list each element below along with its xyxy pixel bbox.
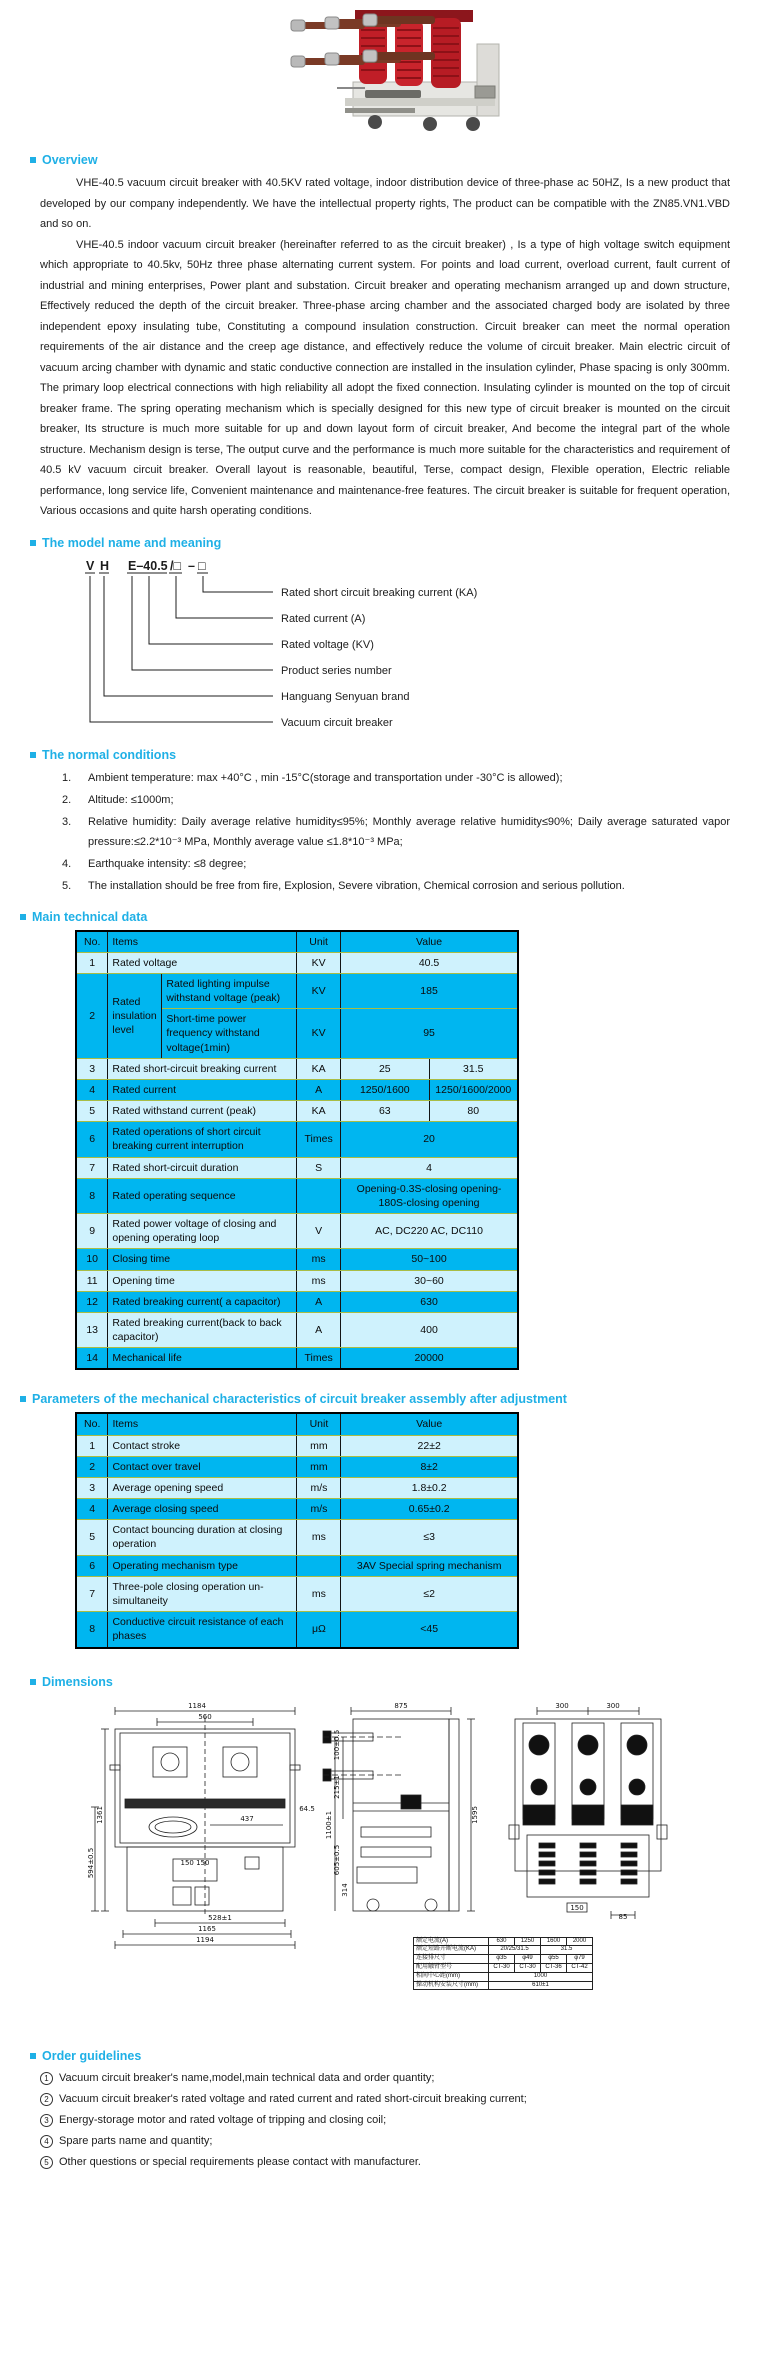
table-row (76, 1612, 518, 1648)
table-row (76, 1291, 518, 1312)
cell-no: 5 (76, 1101, 108, 1122)
cell-value: 20 (341, 1122, 518, 1157)
table-row (414, 1946, 593, 1955)
condition-text: Earthquake intensity: ≤8 degree; (88, 857, 247, 870)
model-code-part: – (188, 558, 195, 573)
cell-unit: mm (297, 1456, 341, 1477)
mechanical-characteristics-table (75, 1412, 519, 1648)
cell-group: Rated insulation level (108, 973, 162, 1058)
cell-no: 2 (76, 1456, 108, 1477)
section-title-text: Overview (42, 153, 98, 167)
cell-no: 11 (76, 1270, 108, 1291)
mini-cell-label: 连接排尺寸 (414, 1955, 489, 1964)
table-row (76, 973, 518, 1008)
condition-item (62, 854, 730, 874)
cell-item: Rated operations of short circuit breaking current interruption (108, 1122, 297, 1157)
product-photo (225, 0, 545, 139)
cell-unit: m/s (297, 1499, 341, 1520)
condition-item (62, 790, 730, 810)
cell-value: 95 (341, 1009, 518, 1059)
cell-unit: ms (297, 1520, 341, 1555)
conditions-section-title (30, 748, 770, 762)
cell-unit: A (297, 1291, 341, 1312)
cell-unit (297, 1178, 341, 1213)
section-title-text: Dimensions (42, 1674, 113, 1689)
cell-unit: ms (297, 1576, 341, 1611)
model-label: Vacuum circuit breaker (281, 716, 393, 729)
table-row (76, 1101, 518, 1122)
cell-no: 8 (76, 1612, 108, 1648)
bullet-square-icon (30, 1679, 36, 1685)
cell-value: 630 (341, 1291, 518, 1312)
condition-item (62, 812, 730, 852)
mini-cell: CT-30 (515, 1963, 541, 1972)
mini-cell: φ35 (489, 1955, 515, 1964)
cell-no: 9 (76, 1214, 108, 1249)
mini-cell: 1000 (489, 1972, 593, 1981)
table-header-row (76, 931, 518, 953)
cell-value: 80 (429, 1101, 518, 1122)
cell-value: <45 (341, 1612, 518, 1648)
dim-label: 150 (570, 1903, 584, 1912)
cell-item: Conductive circuit resistance of each phases (108, 1612, 297, 1648)
dim-label: 314 (341, 1882, 349, 1897)
circled-number-icon: 4 (40, 2135, 53, 2148)
table-row (76, 1079, 518, 1100)
cell-value: ≤2 (341, 1576, 518, 1611)
table-row (76, 1555, 518, 1576)
cell-item: Closing time (108, 1249, 297, 1270)
cell-item: Contact over travel (108, 1456, 297, 1477)
dim-label: 300 (555, 1701, 569, 1710)
dim-label: 300 (606, 1701, 620, 1710)
dim-label: 1194 (196, 1935, 214, 1944)
dim-label: 64.5 (299, 1804, 315, 1813)
cell-no: 8 (76, 1178, 108, 1213)
circled-number-icon: 3 (40, 2114, 53, 2127)
cell-no: 4 (76, 1079, 108, 1100)
cell-value: 25 (341, 1058, 429, 1079)
table-row (76, 1456, 518, 1477)
table-row (414, 1937, 593, 1946)
mech-section-title (20, 1392, 770, 1406)
dim-label: 605±0.5 (333, 1844, 341, 1875)
cell-value: 31.5 (429, 1058, 518, 1079)
mini-cell: 2000 (567, 1937, 593, 1946)
cell-no: 5 (76, 1520, 108, 1555)
model-code-part: □ (198, 558, 206, 573)
cell-value: AC, DC220 AC, DC110 (341, 1214, 518, 1249)
model-meaning-diagram (48, 556, 548, 734)
cell-value: Opening-0.3S-closing opening-180S-closing opening (341, 1178, 518, 1213)
condition-number: 1. (62, 771, 72, 784)
col-header-value: Value (341, 1413, 518, 1435)
table-row (76, 1122, 518, 1157)
mini-cell: CT-30 (489, 1963, 515, 1972)
order-item (40, 2132, 730, 2150)
cell-item: Rated breaking current( a capacitor) (108, 1291, 297, 1312)
wheel (368, 115, 382, 129)
dim-label: 528±1 (208, 1913, 232, 1922)
table-row (76, 1477, 518, 1498)
cell-value: 185 (341, 973, 518, 1008)
cell-unit: S (297, 1157, 341, 1178)
dimension-spec-mini-table (413, 1937, 593, 1991)
table-row (76, 1312, 518, 1347)
col-header-no: No. (76, 931, 108, 953)
order-item-text: Vacuum circuit breaker's rated voltage and rated current and rated short-circuit breaking current; (59, 2092, 527, 2105)
mini-cell: 630 (489, 1937, 515, 1946)
circled-number-icon: 5 (40, 2156, 53, 2169)
order-item (40, 2111, 730, 2129)
cell-item: Rated short-circuit breaking current (108, 1058, 297, 1079)
condition-text: Relative humidity: Daily average relative humidity≤95%; Monthly average relative humidity≤90%; Daily average saturated vapor pressure:≤2.2*10⁻³ MPa, Monthly average value ≤1.8*10⁻³ MPa; (88, 815, 730, 848)
cell-no: 3 (76, 1477, 108, 1498)
cell-value: 1.8±0.2 (341, 1477, 518, 1498)
cell-item: Rated voltage (108, 952, 297, 973)
col-header-value: Value (341, 931, 518, 953)
cell-no: 6 (76, 1122, 108, 1157)
table-row (76, 952, 518, 973)
cell-item: Rated withstand current (peak) (108, 1101, 297, 1122)
condition-text: Altitude: ≤1000m; (88, 793, 174, 806)
section-title-text: The normal conditions (42, 747, 177, 762)
cell-unit: KV (297, 973, 341, 1008)
mini-cell-label: 配用触臂型号 (414, 1963, 489, 1972)
cell-unit: Times (297, 1122, 341, 1157)
col-header-items: Items (108, 1413, 297, 1435)
cell-unit: KA (297, 1058, 341, 1079)
bullet-square-icon (30, 752, 36, 758)
cell-unit: KA (297, 1101, 341, 1122)
table-row (76, 1178, 518, 1213)
order-item-text: Energy-storage motor and rated voltage of tripping and closing coil; (59, 2113, 387, 2126)
col-header-unit: Unit (297, 1413, 341, 1435)
circled-number-icon: 2 (40, 2093, 53, 2106)
dim-label: 1184 (188, 1701, 206, 1710)
mini-cell: 610±1 (489, 1981, 593, 1990)
cell-item: Contact stroke (108, 1435, 297, 1456)
dim-label: 594±0.5 (87, 1847, 95, 1878)
cell-unit: V (297, 1214, 341, 1249)
overview-paragraph-2: VHE-40.5 indoor vacuum circuit breaker (hereinafter referred to as the circuit breaker) , Is a type of high voltage switch equipment which appropriate to 40.5kv, 50Hz three phase alternating current system. For points and load current, overload current, fault current of industrial and mining enterprises, Power plant and substation. Circuit breaker and operating mechanism arranged up and down structure, Effectively reduced the depth of the circuit breaker. Three-phase arcing chamber and the associated charged body are isolated by three independent epoxy insulating tube, Constituting a compound insulation construction. Circuit breaker can meet the normal operation requirements of the air distance and the creep age distance, and effectively reduce the volume of circuit breaker. Main electric circuit of vacuum arcing chamber with dynamic and static conductive connection are installed in the insulation cylinder, Phase spacing is only 300mm. The primary loop electrical connections with high reliability all adopt the fixed connection. Insulating cylinder is mounted on the top of circuit breaker frame. The spring operating mechanism which is specially designed for this new type of circuit breaker is mounted on the circuit breaker, Its structure is much more suitable for up and down layout form of circuit breaker, And become the integral part of the whole structure. Mechanism design is terse, The output curve and the performance is much more suitable for the characteristics and requirement of 40.5 kV vacuum circuit breaker. Overall layout is reasonable, beautiful, Terse, compact design, Flexible operation, Electric reliable performance, long service life, Convenient maintenance and maintenance-free features. The circuit breaker is suitable for frequent operation, Various occasions and quite harsh operating conditions. (40, 238, 730, 517)
col-header-unit: Unit (297, 931, 341, 953)
cell-unit: KV (297, 952, 341, 973)
cell-no: 6 (76, 1555, 108, 1576)
bullet-square-icon (30, 2053, 36, 2059)
model-label: Rated short circuit breaking current (KA) (281, 586, 478, 599)
order-item (40, 2153, 730, 2171)
cell-value: 20000 (341, 1348, 518, 1370)
cell-unit: μΩ (297, 1612, 341, 1648)
model-code-part: V (86, 558, 95, 573)
wheel (423, 117, 437, 131)
cell-no: 4 (76, 1499, 108, 1520)
main-technical-data-table (75, 930, 519, 1371)
dim-label: 1165 (198, 1924, 216, 1933)
bullet-square-icon (20, 1396, 26, 1402)
cell-item: Rated breaking current(back to back capacitor) (108, 1312, 297, 1347)
cell-value: 1250/1600 (341, 1079, 429, 1100)
cell-value: 0.65±0.2 (341, 1499, 518, 1520)
model-code-part: E–40.5 (128, 558, 168, 573)
model-code-part: /□ (170, 558, 182, 573)
model-label: Rated current (A) (281, 612, 366, 625)
cell-value: 40.5 (341, 952, 518, 973)
cell-unit: A (297, 1079, 341, 1100)
cell-item: Contact bouncing duration at closing operation (108, 1520, 297, 1555)
mini-cell: φ79 (567, 1955, 593, 1964)
cell-unit: A (297, 1312, 341, 1347)
section-title-text: Order guidelines (42, 2048, 142, 2063)
cell-value: 30~60 (341, 1270, 518, 1291)
table-row (414, 1972, 593, 1981)
condition-number: 2. (62, 793, 72, 806)
model-code-part: H (100, 558, 110, 573)
table-row (414, 1963, 593, 1972)
mini-cell-label: 操动机构安装尺寸(mm) (414, 1981, 489, 1990)
cell-item: Opening time (108, 1270, 297, 1291)
condition-number: 4. (62, 857, 72, 870)
cell-no: 1 (76, 1435, 108, 1456)
model-label: Rated voltage (KV) (281, 638, 374, 651)
cell-subitem: Rated lighting impulse withstand voltage (peak) (162, 973, 297, 1008)
table-row (76, 1435, 518, 1456)
cell-value: 22±2 (341, 1435, 518, 1456)
cell-unit: ms (297, 1249, 341, 1270)
cell-unit: ms (297, 1270, 341, 1291)
dim-label: 560 (198, 1712, 212, 1721)
bullet-square-icon (30, 540, 36, 546)
dim-label: 85 (618, 1912, 628, 1921)
table-header-row (76, 1413, 518, 1435)
cell-item: Mechanical life (108, 1348, 297, 1370)
cell-value: ≤3 (341, 1520, 518, 1555)
section-title-text: Main technical data (32, 909, 148, 924)
circled-number-icon: 1 (40, 2072, 53, 2085)
table-row (76, 1157, 518, 1178)
product-photo-image (225, 2, 545, 134)
cell-item: Rated operating sequence (108, 1178, 297, 1213)
cell-unit (297, 1555, 341, 1576)
tech-section-title (20, 910, 770, 924)
cell-unit: Times (297, 1348, 341, 1370)
order-item-text: Other questions or special requirements please contact with manufacturer. (59, 2155, 421, 2168)
cell-item: Three-pole closing operation un-simultaneity (108, 1576, 297, 1611)
table-row (76, 1214, 518, 1249)
table-row (76, 1520, 518, 1555)
condition-item (62, 876, 730, 896)
model-section-title (30, 536, 770, 550)
section-title-text: The model name and meaning (42, 535, 222, 550)
mini-cell: 31.5 (541, 1946, 593, 1955)
table-row (76, 1270, 518, 1291)
cell-no: 13 (76, 1312, 108, 1347)
table-row (414, 1955, 593, 1964)
table-row (76, 1348, 518, 1370)
col-header-no: No. (76, 1413, 108, 1435)
dim-label: 150 150 (180, 1858, 210, 1867)
condition-text: Ambient temperature: max +40°C , min -15°C(storage and transportation under -30°C is allowed); (88, 771, 563, 784)
order-item-text: Spare parts name and quantity; (59, 2134, 213, 2147)
dim-label: 1100±1 (325, 1810, 333, 1839)
dim-label: 1361 (96, 1805, 104, 1824)
cell-item: Average closing speed (108, 1499, 297, 1520)
table-row (414, 1981, 593, 1990)
bullet-square-icon (20, 914, 26, 920)
table-row (76, 1249, 518, 1270)
overview-paragraph-1: VHE-40.5 vacuum circuit breaker with 40.5KV rated voltage, indoor distribution device of three-phase ac 50HZ, Is a new product that developed by our company independently. We have the intellectual property rights, The product can be compatible with the ZN85.VN1.VBD and so on. (40, 177, 730, 230)
condition-number: 3. (62, 815, 72, 828)
cell-item: Average opening speed (108, 1477, 297, 1498)
cell-item: Rated current (108, 1079, 297, 1100)
order-item (40, 2090, 730, 2108)
dimension-drawings (87, 1695, 695, 2025)
cell-unit: KV (297, 1009, 341, 1059)
cell-item: Rated power voltage of closing and opening operating loop (108, 1214, 297, 1249)
cell-value: 4 (341, 1157, 518, 1178)
cell-no: 3 (76, 1058, 108, 1079)
order-item (40, 2069, 730, 2087)
mini-cell-label: 额定电流(A) (414, 1937, 489, 1946)
cell-value: 400 (341, 1312, 518, 1347)
table-row (76, 1058, 518, 1079)
cell-subitem: Short-time power frequency withstand voltage(1min) (162, 1009, 297, 1059)
section-title-text: Parameters of the mechanical characteristics of circuit breaker assembly after adjustment (32, 1392, 567, 1407)
cell-value: 8±2 (341, 1456, 518, 1477)
overview-section-title (30, 153, 770, 167)
condition-number: 5. (62, 879, 72, 892)
table-row (76, 1576, 518, 1611)
cell-value: 3AV Special spring mechanism (341, 1555, 518, 1576)
cell-unit: m/s (297, 1477, 341, 1498)
dim-label: 100±0.5 (333, 1729, 341, 1760)
wheel (466, 117, 480, 131)
cell-value: 50~100 (341, 1249, 518, 1270)
mini-cell: φ49 (515, 1955, 541, 1964)
model-label: Hanguang Senyuan brand (281, 690, 410, 703)
mini-cell: CT-42 (567, 1963, 593, 1972)
cell-no: 7 (76, 1576, 108, 1611)
cell-item: Operating mechanism type (108, 1555, 297, 1576)
cell-no: 7 (76, 1157, 108, 1178)
order-section-title (30, 2049, 770, 2063)
dim-label: 437 (240, 1814, 254, 1823)
mini-cell: 1600 (541, 1937, 567, 1946)
cell-value: 1250/1600/2000 (429, 1079, 518, 1100)
model-label: Product series number (281, 664, 392, 677)
dim-label: 215±1 (333, 1774, 341, 1799)
bullet-square-icon (30, 157, 36, 163)
dimensions-section-title (30, 1675, 770, 1689)
cell-no: 1 (76, 952, 108, 973)
mini-cell: 20/25/31.5 (489, 1946, 541, 1955)
cell-unit: mm (297, 1435, 341, 1456)
cell-no: 12 (76, 1291, 108, 1312)
dim-label: 875 (394, 1701, 408, 1710)
mini-cell: CT-36 (541, 1963, 567, 1972)
dimension-drawing-svg (87, 1695, 695, 2025)
condition-text: The installation should be free from fire, Explosion, Severe vibration, Chemical corrosion and serious pollution. (88, 879, 625, 892)
cell-no: 10 (76, 1249, 108, 1270)
condition-item (62, 768, 730, 788)
mini-cell-label: 相间中心距(mm) (414, 1972, 489, 1981)
order-item-text: Vacuum circuit breaker's name,model,main technical data and order quantity; (59, 2071, 435, 2084)
cell-item: Rated short-circuit duration (108, 1157, 297, 1178)
mini-cell-label: 额定短路开断电流(KA) (414, 1946, 489, 1955)
mini-cell: φ55 (541, 1955, 567, 1964)
cell-no: 14 (76, 1348, 108, 1370)
col-header-items: Items (108, 931, 297, 953)
cell-value: 63 (341, 1101, 429, 1122)
cell-no: 2 (76, 973, 108, 1058)
table-row (76, 1499, 518, 1520)
mini-cell: 1250 (515, 1937, 541, 1946)
dim-label: 1595 (471, 1805, 479, 1824)
